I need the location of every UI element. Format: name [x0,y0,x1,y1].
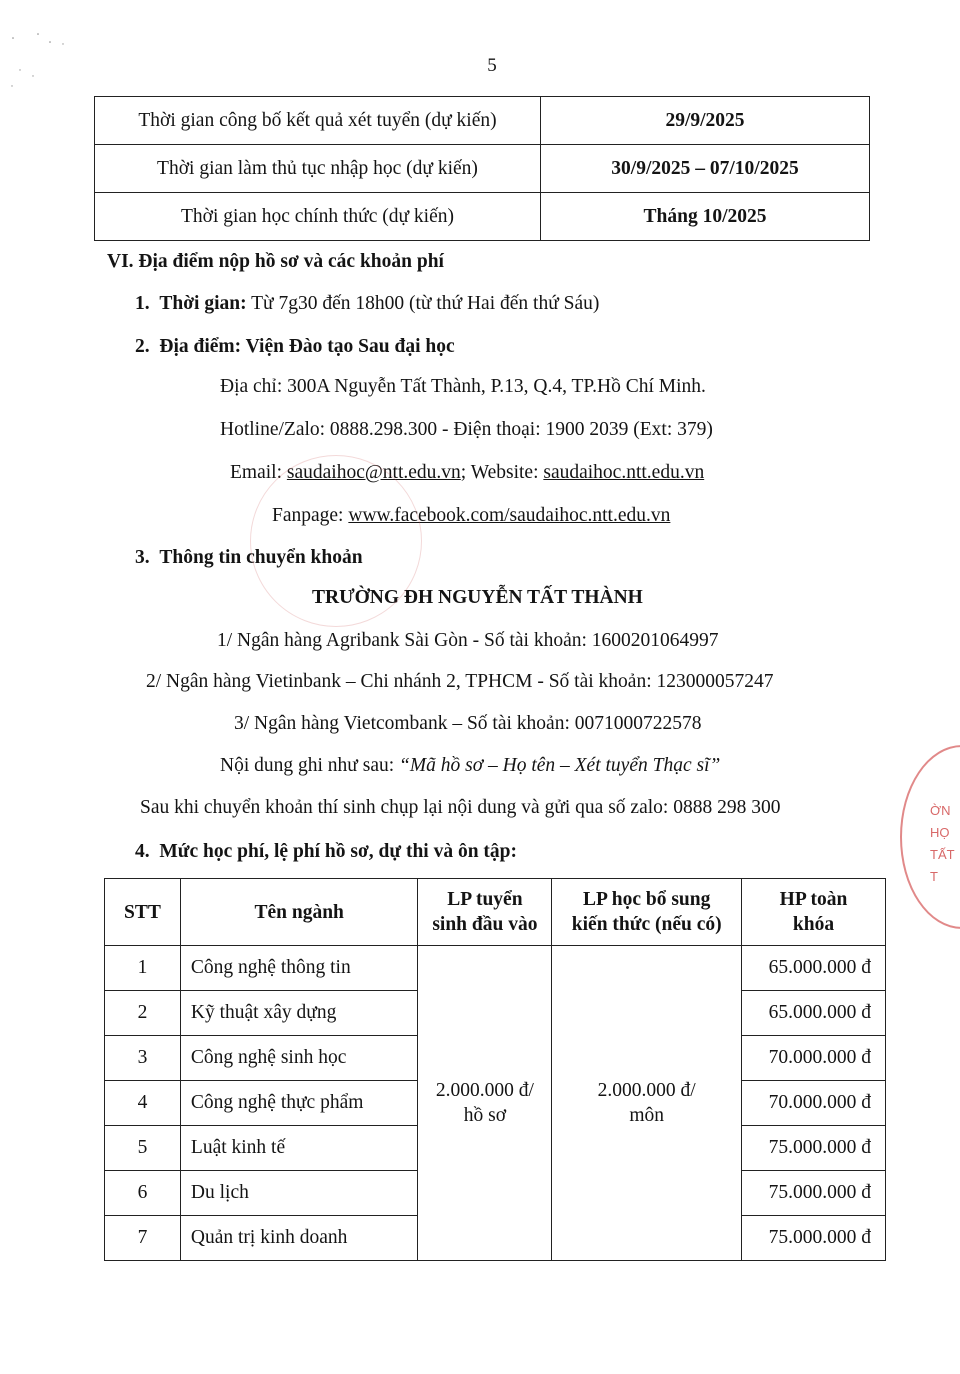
column-header-stt: STT [105,879,181,946]
row-major: Du lịch [180,1171,418,1216]
item-number: 3. [135,547,150,568]
note-value: “Mã hồ sơ – Họ tên – Xét tuyển Thạc sĩ” [399,755,721,776]
row-major: Công nghệ thông tin [180,946,418,991]
header-line: HP toàn [779,889,848,910]
header-line: LP tuyển [447,889,523,910]
item-text: Từ 7g30 đến 18h00 (từ thứ Hai đến thứ Sáu) [251,293,600,314]
row-stt: 3 [105,1036,181,1081]
item-label: Thời gian: [159,293,247,314]
row-stt: 2 [105,991,181,1036]
row-major: Công nghệ thực phẩm [180,1081,418,1126]
row-tuition: 70.000.000 đ [742,1081,886,1126]
header-line: kiến thức (nếu có) [571,914,722,935]
address-text: Địa chỉ: 300A Nguyễn Tất Thành, P.13, Q.4, TP.Hồ Chí Minh. [220,376,706,397]
stamp-text-line: HỌ [930,825,950,840]
item-number: 2. [135,336,150,357]
item-label: Mức học phí, lệ phí hồ sơ, dự thi và ôn tập: [159,841,518,862]
website-link[interactable]: saudaihoc.ntt.edu.vn [543,462,705,483]
email-label: Email: [230,462,282,483]
table-row [95,97,870,145]
row-tuition: 65.000.000 đ [742,946,886,991]
fee-table [104,878,886,1261]
item-label: Địa điểm: Viện Đào tạo Sau đại học [159,336,455,357]
schedule-label: Thời gian làm thủ tục nhập học (dự kiến) [95,145,541,193]
schedule-value: Tháng 10/2025 [541,193,870,241]
section-heading: VI. Địa điểm nộp hồ sơ và các khoản phí [107,251,444,272]
page-number: 5 [487,55,497,76]
column-header-name: Tên ngành [180,879,418,946]
transfer-note [220,755,720,777]
bank-line: 3/ Ngân hàng Vietcombank – Số tài khoản: 0071000722578 [234,713,702,734]
column-header-supplement-fee [552,879,742,946]
row-tuition: 75.000.000 đ [742,1216,886,1261]
row-stt: 4 [105,1081,181,1126]
row-tuition: 75.000.000 đ [742,1126,886,1171]
schedule-value: 30/9/2025 – 07/10/2025 [541,145,870,193]
item-number: 4. [135,841,150,862]
row-tuition: 75.000.000 đ [742,1171,886,1216]
table-row [95,145,870,193]
schedule-label: Thời gian công bố kết quả xét tuyển (dự kiến) [95,97,541,145]
stamp-text-line: ỜN [930,803,951,818]
row-stt: 6 [105,1171,181,1216]
fanpage-label: Fanpage: [272,505,344,526]
row-stt: 5 [105,1126,181,1171]
item-time [135,293,599,315]
schedule-value: 29/9/2025 [541,97,870,145]
row-major: Kỹ thuật xây dựng [180,991,418,1036]
fee-line: môn [629,1105,665,1126]
school-name: TRƯỜNG ĐH NGUYỄN TẤT THÀNH [312,587,643,608]
header-line: sinh đầu vào [432,914,538,935]
item-number: 1. [135,293,150,314]
row-stt: 7 [105,1216,181,1261]
column-header-tuition [742,879,886,946]
row-tuition: 65.000.000 đ [742,991,886,1036]
bank-line: 2/ Ngân hàng Vietinbank – Chi nhánh 2, TPHCM - Số tài khoản: 123000057247 [146,671,774,692]
fee-line: 2.000.000 đ/ [597,1080,696,1101]
column-header-entrance-fee [418,879,552,946]
row-stt: 1 [105,946,181,991]
hotline-text: Hotline/Zalo: 0888.298.300 - Điện thoại: 1900 2039 (Ext: 379) [220,419,713,440]
fee-line: 2.000.000 đ/ [435,1080,534,1101]
after-transfer-text: Sau khi chuyển khoản thí sinh chụp lại nội dung và gửi qua số zalo: 0888 298 300 [140,797,781,818]
fanpage-link[interactable]: www.facebook.com/saudaihoc.ntt.edu.vn [348,505,671,526]
fee-line: hồ sơ [463,1105,507,1126]
stamp-text-line: TẤT T [930,847,955,884]
header-line: khóa [792,914,835,935]
red-stamp-text [930,800,960,888]
item-label: Thông tin chuyển khoản [159,547,363,568]
email-link[interactable]: saudaihoc@ntt.edu.vn [286,462,461,483]
row-major: Công nghệ sinh học [180,1036,418,1081]
supplement-fee-cell [552,946,742,1261]
item-fees [135,841,517,863]
header-line: LP học bổ sung [583,889,711,910]
note-label: Nội dung ghi như sau: [220,755,395,776]
table-header-row [105,879,886,946]
schedule-label: Thời gian học chính thức (dự kiến) [95,193,541,241]
faint-stamp [250,455,422,627]
bank-line: 1/ Ngân hàng Agribank Sài Gòn - Số tài khoản: 1600201064997 [217,630,719,651]
item-location [135,336,455,358]
row-major: Quản trị kinh doanh [180,1216,418,1261]
schedule-table [94,96,870,241]
table-row [105,946,886,991]
website-label: ; Website: [460,462,539,483]
row-tuition: 70.000.000 đ [742,1036,886,1081]
table-row [95,193,870,241]
row-major: Luật kinh tế [180,1126,418,1171]
entrance-fee-cell [418,946,552,1261]
